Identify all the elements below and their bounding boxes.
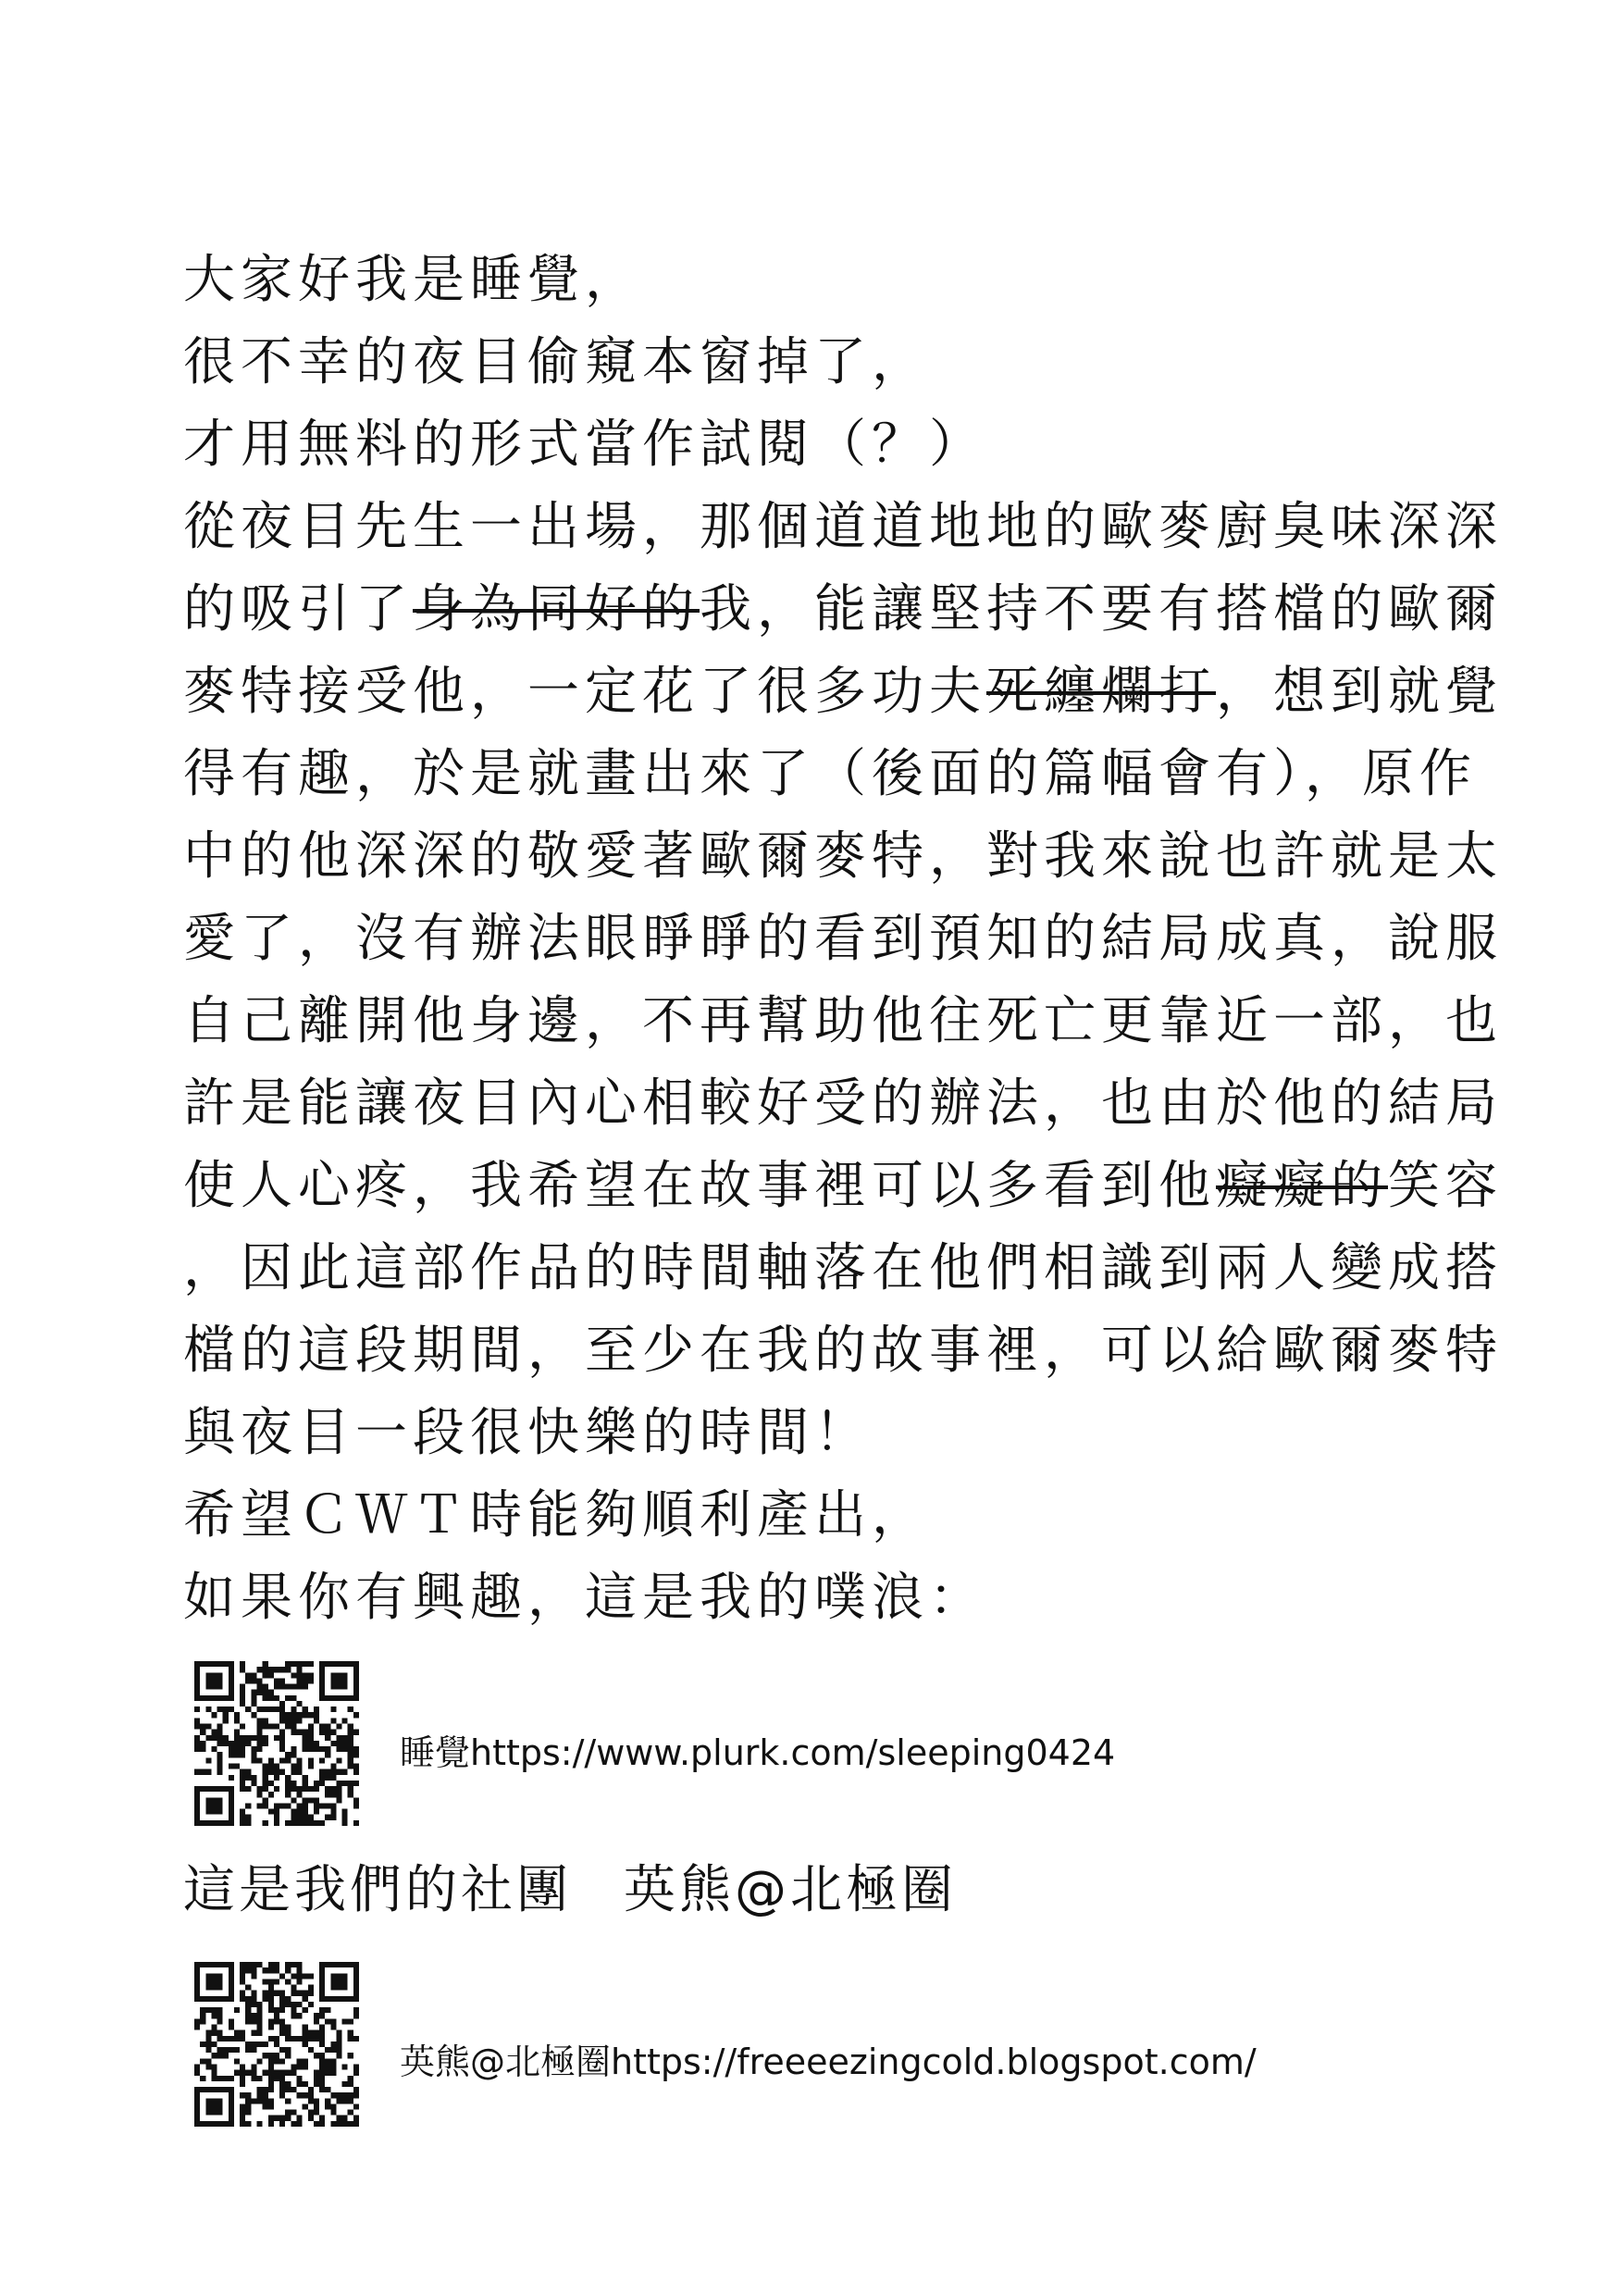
- body-line: 得有趣，於是就畫出來了（後面的篇幅會有），原作: [183, 744, 1477, 804]
- strikethrough-text: 癡癡的: [1216, 1156, 1388, 1216]
- body-line: 中的他深深的敬愛著歐爾麥特，對我來說也許就是太: [183, 826, 1503, 887]
- body-line: 檔的這段期間，至少在我的故事裡，可以給歐爾麥特: [183, 1321, 1503, 1381]
- club-line: [183, 1854, 957, 1928]
- greeting-block: [183, 239, 1460, 486]
- greeting-line: 很不幸的夜目偷窺本窗掉了，: [183, 332, 929, 392]
- body-line: 與夜目一段很快樂的時間！: [183, 1403, 872, 1463]
- closing-block: [183, 1474, 1460, 1639]
- blog-link[interactable]: 英熊@北極圈https://freeeezingcold.blogspot.com/: [400, 2042, 1257, 2082]
- plurk-link[interactable]: 睡覺https://www.plurk.com/sleeping0424: [400, 1732, 1116, 1773]
- body-line: 的吸引了身為同好的我，能讓堅持不要有搭檔的歐爾: [183, 579, 1503, 639]
- closing-line: 希望ＣＷＴ時能夠順利產出，: [183, 1485, 929, 1545]
- body-line: 麥特接受他，一定花了很多功夫死纏爛打，想到就覺: [183, 662, 1503, 722]
- closing-line: 如果你有興趣，這是我的噗浪：: [183, 1568, 986, 1628]
- body-line: 愛了，沒有辦法眼睜睜的看到預知的結局成真，說服: [183, 909, 1503, 969]
- body-paragraph: [183, 486, 1503, 1474]
- strikethrough-text: 身為同好的: [413, 579, 700, 639]
- body-line: 使人心疼，我希望在故事裡可以多看到他癡癡的笑容: [183, 1156, 1503, 1216]
- club-label: 這是我們的社團: [183, 1860, 572, 1920]
- greeting-line: 大家好我是睡覺，: [183, 250, 642, 310]
- body-line: ，因此這部作品的時間軸落在他們相識到兩人變成搭: [183, 1238, 1503, 1298]
- club-name: 英熊@北極圈: [624, 1860, 957, 1920]
- qr-code-icon[interactable]: [194, 1661, 359, 1826]
- qr-code-icon[interactable]: [194, 1962, 359, 2127]
- body-line: 許是能讓夜目內心相較好受的辦法，也由於他的結局: [183, 1074, 1503, 1134]
- strikethrough-text: 死纏爛打: [986, 662, 1216, 722]
- body-line: 從夜目先生一出場，那個道道地地的歐麥廚臭味深深: [183, 497, 1503, 557]
- body-line: 自己離開他身邊，不再幫助他往死亡更靠近一部，也: [183, 991, 1503, 1051]
- greeting-line: 才用無料的形式當作試閱（？）: [183, 415, 986, 475]
